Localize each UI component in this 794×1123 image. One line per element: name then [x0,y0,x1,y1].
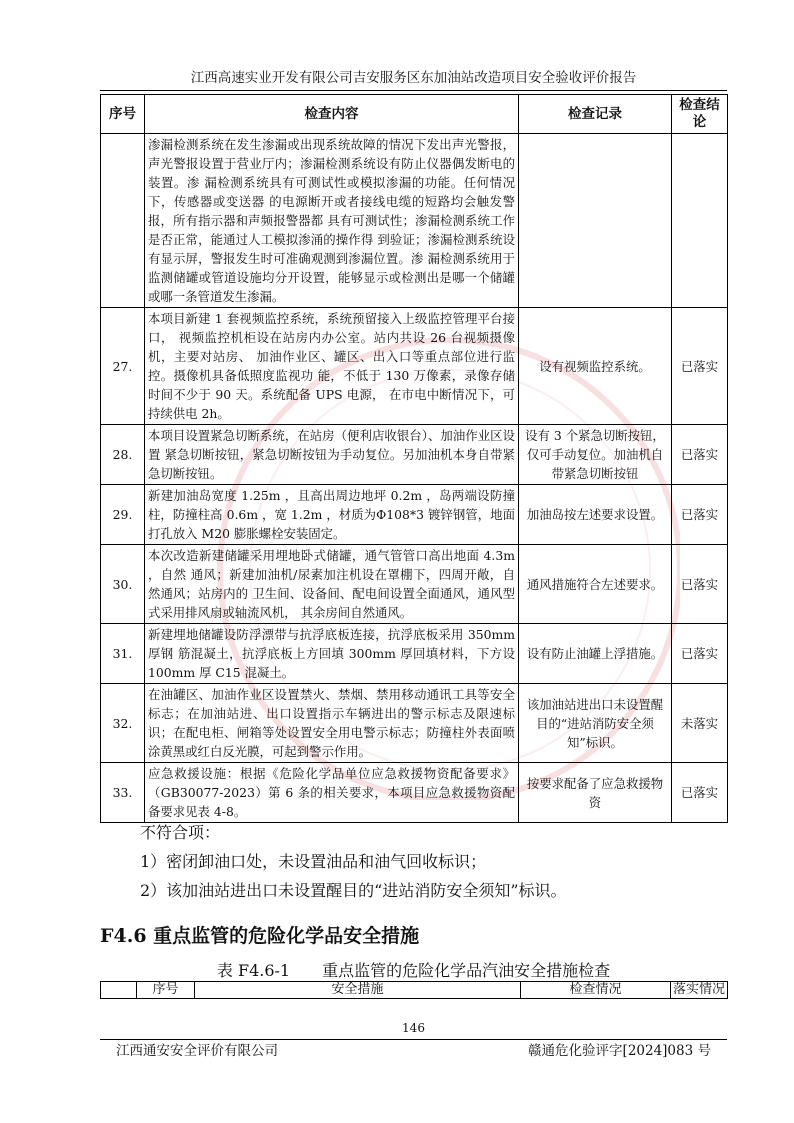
row-no: 33. [101,763,145,823]
table-row [101,545,728,624]
row-no: 32. [101,684,145,763]
header-content: 检查内容 [145,95,519,134]
table-row [101,425,728,485]
nonconformity-notes [140,818,567,905]
header-conclusion: 检查结论 [672,95,728,134]
page-number: 146 [100,1021,727,1040]
table-row [101,485,728,545]
row-content: 渗漏检测系统在发生渗漏或出现系统故障的情况下发出声光警报， 声光警报设置于营业厅内；渗漏检测系统设有防止仪器偶发断电的装置。渗 漏检测系统具有可测试性或模拟渗漏的功能。任何情况下，传感器或变送器 的电源断开或者接线电缆的短路均会触发警报，所有指示器和声频报警器都 具有可测试性；渗漏检测系统工作是否正常，能通过人工模拟渗涌的操作得 到验证；渗漏检测系统设有显示屏，警报发生时可准确观测到渗漏位置。渗 漏检测系统用于监测储罐或管道设施均分开设置，能够显示或检测出是哪一个储罐或哪一条管道发生渗漏。 [145,134,519,308]
header-blank [101,982,137,999]
note-item: 2）该加油站进出口未设置醒目的“进站消防安全须知”标识。 [140,881,567,900]
row-record: 该加油站进出口未设置醒目的“进站消防安全须知”标识。 [519,684,672,763]
header-measure: 安全措施 [195,982,521,999]
header-no: 序号 [101,95,145,134]
table-header-row [101,982,728,999]
table-header-row [101,95,728,134]
header-record: 检查记录 [519,95,672,134]
row-conclusion: 已落实 [672,308,728,425]
row-record: 设有 3 个紧急切断按钮，仅可手动复位。加油机自带紧急切断按钮 [519,425,672,485]
row-no: 30. [101,545,145,624]
row-content: 本项目设置紧急切断系统，在站房（便利店收银台）、加油作业区设置 紧急切断按钮，紧急切断按钮为手动复位。另加油机本身自带紧急切断按钮。 [145,425,519,485]
row-conclusion: 已落实 [672,763,728,823]
row-no: 29. [101,485,145,545]
table-row [101,684,728,763]
row-record: 按要求配备了应急救援物资 [519,763,672,823]
table-row [101,763,728,823]
row-record: 加油岛按左述要求设置。 [519,485,672,545]
row-content: 新建加油岛宽度 1.25m ，且高出周边地坪 0.2m ，岛两端设防撞柱，防撞柱高 0.6m ，宽 1.2m ，材质为Φ108*3 镀锌钢管，地面打孔放入 M20 膨胀螺栓安装固定。 [145,485,519,545]
row-conclusion: 已落实 [672,485,728,545]
table-row [101,134,728,308]
header-check: 检查情况 [521,982,671,999]
row-conclusion: 已落实 [672,545,728,624]
table-caption: 表 F4.6-1 重点监管的危险化学品汽油安全措施检查 [216,961,611,980]
row-content: 应急救援设施：根据《危险化学品单位应急救援物资配备要求》（GB30077-2023）第 6 条的相关要求，本项目应急救援物资配备要求见表 4-8。 [145,763,519,823]
header-no: 序号 [137,982,195,999]
row-no: 28. [101,425,145,485]
safety-measures-table [100,981,728,999]
row-conclusion: 未落实 [672,684,728,763]
header-status: 落实情况 [671,982,728,999]
footer-company: 江西通安安全评价有限公司 [116,1043,278,1059]
row-no [101,134,145,308]
row-content: 新建埋地储罐设防浮漂带与抗浮底板连接，抗浮底板采用 350mm 厚钢 筋混凝土，抗浮底板上方回填 300mm 厚回填材料，下方设 100mm 厚 C15 混凝土。 [145,624,519,684]
row-conclusion [672,134,728,308]
row-conclusion: 已落实 [672,624,728,684]
row-no: 31. [101,624,145,684]
page-header: 江西高速实业开发有限公司吉安服务区东加油站改造项目安全验收评价报告 [100,66,727,91]
note-item: 1）密闭卸油口处，未设置油品和油气回收标识； [140,852,487,871]
table-row [101,624,728,684]
row-record: 设有防止油罐上浮措施。 [519,624,672,684]
footer-doc-number: 赣通危化验评字[2024]083 号 [528,1043,711,1059]
table-row [101,308,728,425]
row-content: 本次改造新建储罐采用埋地卧式储罐，通气管管口高出地面 4.3m ，自然 通风；新建加油机/尿素加注机设在罩棚下，四周开敞，自然通风；站房内的 卫生间、设备间、配电间设置全面通风，通风型式采用排风扇或轴流风机， 其余房间自然通风。 [145,545,519,624]
row-record [519,134,672,308]
notes-title: 不符合项： [140,823,221,842]
row-conclusion: 已落实 [672,425,728,485]
row-record: 设有视频监控系统。 [519,308,672,425]
row-no: 27. [101,308,145,425]
row-content: 在油罐区、加油作业区设置禁火、禁烟、禁用移动通讯工具等安全标志；在加油站进、出口设置指示车辆进出的警示标志及限速标识；在配电柜、闸箱等处设置安全用电警示标志；防撞柱外表面喷涂黄黑或红白反光膜，可起到警示作用。 [145,684,519,763]
row-content: 本项目新建 1 套视频监控系统，系统预留接入上级监控管理平台接口， 视频监控机柜设在站房内办公室。站内共设 26 台视频摄像机，主要对站房、 加油作业区、罐区、出入口等重点部位进行监控。摄像机具备低照度监视功 能，不低于 130 万像素，录像存储时间不少于 90 天。系统配备 UPS 电源， 在市电中断情况下，可持续供电 2h。 [145,308,519,425]
section-heading: F4.6 重点监管的危险化学品安全措施 [100,925,420,947]
row-record: 通风措施符合左述要求。 [519,545,672,624]
inspection-table [100,94,728,823]
